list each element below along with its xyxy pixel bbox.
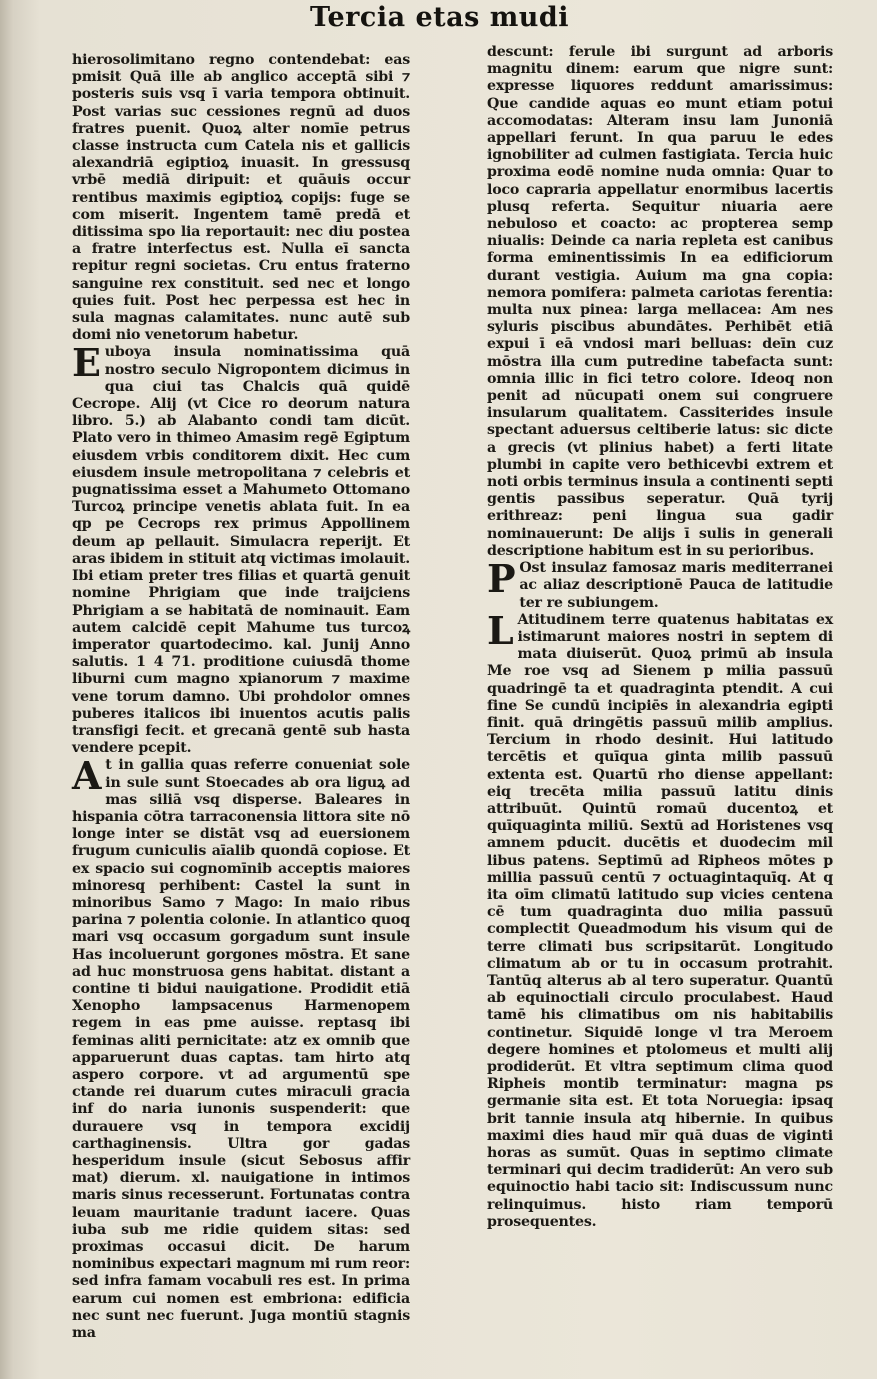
paragraph-cyprus <box>72 52 410 344</box>
paragraph-text: descunt: ferule ibi surgunt ad arboris magnitu dinem: earum que nigre sunt: expresse liquores reddunt amarissimus: Que candide aquas eo munt etiam potui accomodatas: Alteram insu lam Junoniā appellari ferunt. In qua paruu le edes ignobiliter ad culmen fastigiata. Tercia huic proxima eodē nomine nuda omnia: Quar to loco capraria appellatur enormibus lacertis plusq referta. Sequitur niuaria aere nebuloso et coacto: ac propterea semp niualis: Deinde ca naria repleta est canibus forma eminentissimis In ea edificiorum durant vestigia. Auium ma gna copia: nemora pomifera: palmeta cariotas ferentia: multa nux pinea: larga mellacea: Am nes syluris piscibus abundātes. Perhibēt etiā expui ī eā vndosi mari belluas: deīn cuz mōstra illa cum putredine tabefacta sunt: omnia illic in fici tetro colore. Ideoq non penit ad nūcupati onem sui congruere insularum qualitatem. Cassiterides insule spectant aduersus celtiberie latus: sic dicte a grecis (vt plinius habet) a ferti litate plumbi in capite vero bethicevbi extrem et noti orbis terminus insula a continenti septi gentis passibus seperatur. Quā tyrij erithreaz: peni lingua sua gadir nominauerunt: De alijs ī sulis in generali descriptione habitum est in su perioribus. <box>487 44 833 559</box>
paragraph-text: t in gallia quas referre conueniat sole in sule sunt Stoecades ab ora liguꝝ ad mas siliā vsq disperse. Baleares in hispania cōtra tarraconensia littora site nō longe inter se distāt vsq ad euersionem frugum cuniculis aīalib quondā copiose. Et ex spacio sui cognomīnib acceptis maiores minoresq perhibent: Castel la sunt in minoribus Samo ⁊ Mago: In maio ribus parina ⁊ polentia colonie. In atlantico quoq mari vsq occasum gorgadum sunt insule Has incoluerunt gorgones mōstra. Et sane ad huc monstruosa gens habitat. distant a contine ti bidui nauigatione. Prodidit etiā Xenopho lampsacenus Harmenopem regem in eas pme auisse. reptasq ibi feminas aliti pernicitate: atz ex omnib que apparuerunt duas captas. tam hirto atq aspero corpore. vt ad argumentū spe ctande rei duarum cutes miraculi gracia inf do naria iunonis suspenderit: que durauere vsq in tempora excidij carthaginensis. Ultra gor gadas hesperidum insule (sicut Sebosus affir mat) dierum. xl. nauigatione in intimos maris sinus recesserunt. Fortunatas contra leuam mauritanie tradunt iacere. Quas iuba sub me ridie quidem sitas: sed proximas occasui dicit. De harum nominibus expectari magnum mi rum reor: sed infra famam vocabuli res est. In prima earum cui nomen est embriona: edificia nec sunt nec fuerunt. Juga montiū stagnis ma <box>72 757 410 1342</box>
paragraph-euboea <box>72 340 410 757</box>
paragraph-text: Atitudinem terre quatenus habitatas ex istimarunt maiores nostri in septem di mata diuiserūt. Quoꝝ primū ab insula Me roe vsq ad Sienem p milia passuū quadringē ta et quadraginta ptendit. A cui fine Se cundū incipiēs in alexandria egipti finit. quā dringētis passuū milib amplius. Tercium in rhodo desinit. Hui latitudo tercētis et quīqua ginta milib passuū extenta est. Quartū rho diense appellant: eiq trecēta milia passuū latitu dinis attribuūt. Quintū romaū ducentoꝝ et quīquaginta miliū. Sextū ad Horistenes vsq amnem pducit. ducētis et duodecim mil libus patens. Septimū ad Ripheos mōtes p millia passuū centū ⁊ octuagintaquīq. At q ita oīm climatū latitudo sup vicies centena cē tum quadraginta duo milia passuū complectit Queadmodum his visum qui de terre climati bus scripsitarūt. Longitudo climatum ab or tu in occasum protrahit. Tantūq alterus ab al tero superatur. Quantū ab equinoctiali circulo proculabest. Haud tamē his climatibus om nis habitabilis continetur. Siquidē longe vl tra Meroem degere homines et ptolomeus et multi alij prodiderūt. Et vltra septimum clima quod Ripheis montib terminatur: magna ps germanie sita est. Et tota Noruegia: ipsaq brit tannie insula atq hibernie. In quibus maximi dies haud mīr quā duas de viginti horas as sumūt. Quas in septimo climate terminari qui decim tradiderūt: An vero sub equinoctio habi tacio sit: Indiscussum nunc relinquimus. histo riam temporū prosequentes. <box>487 611 833 1230</box>
drop-initial: A <box>72 753 102 799</box>
paragraph-text: Ost insulaz famosaz maris mediterranei ac aliaz descriptionē Pauca de latitudie ter re subiungem. <box>519 560 833 611</box>
gutter-shadow <box>0 0 14 1379</box>
drop-initial: L <box>487 607 514 653</box>
paragraph-gallia <box>72 753 410 1342</box>
paragraph-text: uboya insula nominatissima quā nostro seculo Nigropontem dicimus in qua ciui tas Chalcis quā quidē Cecrope. Alij (vt Cice ro deorum natura libro. 5.) ab Alabanto condi tam dicūt. Plato vero in thimeo Amasim regē Egiptum eiusdem vrbis conditorem dixit. Hec cum eiusdem insule metropolitana ⁊ celebris et pugnatissima esset a Mahumeto Ottomano Turcoꝝ principe venetis ablata fuit. In ea qp pe Cecrops rex primus Appollinem deum ap pellauit. Simulacra reperijt. Et aras ibidem in stituit atq victimas imolauit. Ibi etiam preter tres filias et quartā genuit nomine Phrigiam que inde traijciens Phrigiam a se habitatā de nominauit. Eam autem calcidē cepit Mahume tus turcoꝝ imperator quartodecimo. kal. Junij Anno salutis. 1 4 71. proditione cuiusdā thome liburni cum magno xpianorum ⁊ maxime vene torum damno. Ubi prohdolor omnes puberes italicos ibi inuentos acutis palis transfigi fecit. et grecanā gentē sub hasta vendere pcepit. <box>72 344 410 757</box>
paragraph-fortunate-isles <box>487 44 833 560</box>
right-column <box>487 44 833 1239</box>
paragraph-transition <box>487 556 833 612</box>
paragraph-climata <box>487 607 833 1231</box>
paragraph-text: hierosolimitano regno contendebat: eas pmisit Quā ille ab anglico acceptā sibi ⁊ posteris suis vsq ī varia tempora obtinuit. Post varias suc cessiones regnū ad duos fratres puenit. Quoꝝ alter nomīe petrus classe instructa cum Catela nis et gallicis alexandriā egiptioꝝ inuasit. In gressusq vrbē mediā diripuit: et quāuis occur rentibus maximis egiptioꝝ copijs: fuge se com miserit. Ingentem tamē predā et ditissima spo lia reportauit: nec diu postea a fratre interfectus est. Nulla eī sancta repitur regni societas. Cru entus fraterno sanguine rex constituit. sed nec et longo quies fuit. Post hec perpessa est hec in sula magnas calamitates. nunc autē sub domi nio venetorum habetur. <box>72 52 410 344</box>
drop-initial: P <box>487 556 516 602</box>
running-head: Tercia etas mudi <box>310 2 570 33</box>
left-column <box>72 52 410 1342</box>
drop-initial: E <box>72 340 101 386</box>
